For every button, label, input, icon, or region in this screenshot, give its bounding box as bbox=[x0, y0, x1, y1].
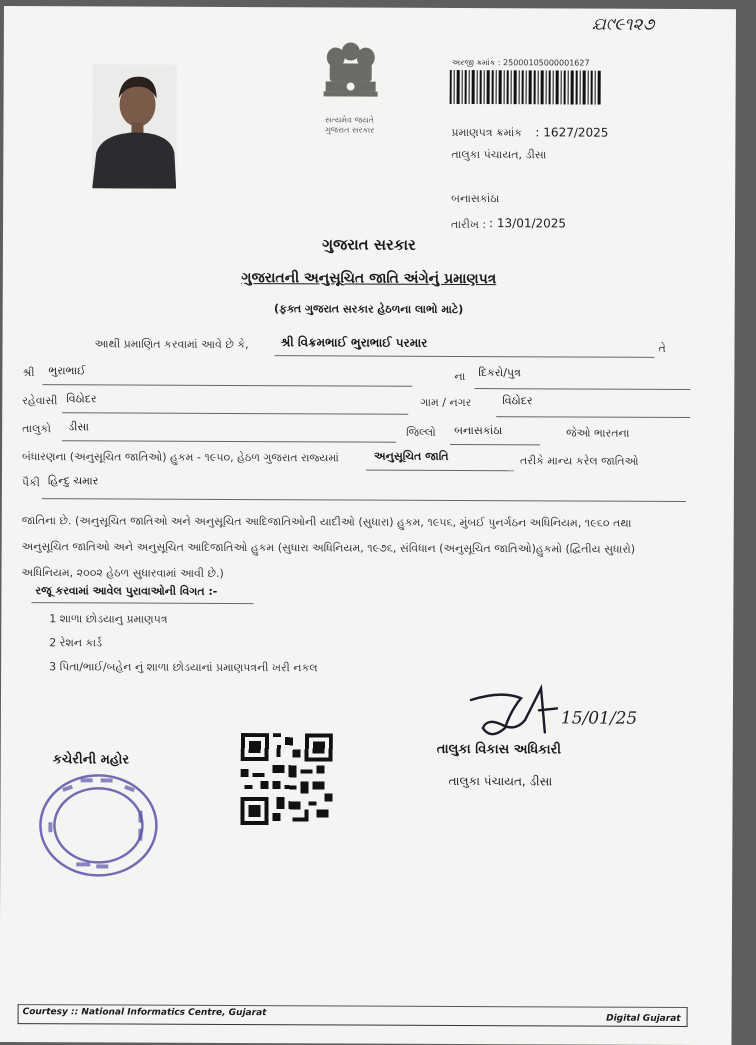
emblem-caption-2: ગુજરાત સરકાર bbox=[324, 125, 375, 135]
body-text-2: બંધારણના (અનુસૂચિત જાતિઓ) હુકમ - ૧૯૫૦, હેઠળ ગુજરાત રાજ્યમાં bbox=[22, 450, 339, 465]
certificate-title bbox=[3, 266, 735, 288]
taluka-underline bbox=[62, 440, 396, 442]
document-item: 3 પિતા/ભાઈ/બહેન નું શાળા છોડયાનાં પ્રમાણપત્રની ખરી નકલ bbox=[49, 660, 318, 675]
emblem-caption-1: સત્યમેવ જયતે bbox=[324, 115, 375, 125]
resident-value: વિઠોદર bbox=[66, 392, 97, 406]
father-underline bbox=[42, 384, 412, 387]
certificate-number-label: પ્રમાણપત્ર ક્રમાંક bbox=[451, 125, 523, 140]
taluka-label: તાલુકો bbox=[22, 422, 52, 436]
district-label: જિલ્લો bbox=[406, 425, 436, 439]
relation: દિકરો/પુત્ર bbox=[478, 366, 521, 380]
certificate-subtitle: (ફક્ત ગુજરાત સરકાર હેઠળના લાભો માટે) bbox=[274, 302, 464, 317]
resident-underline bbox=[62, 412, 408, 415]
shri-label: શ્રી bbox=[22, 366, 35, 380]
document-item: 1 શાળા છોડયાનુ પ્રમાણપત્ર bbox=[49, 612, 168, 626]
district-underline bbox=[450, 444, 540, 445]
header-government: ગુજરાત સરકાર bbox=[322, 235, 416, 254]
village-value: વિઠોદર bbox=[502, 394, 533, 408]
application-number: અરજી ક્રમાંક : 25000105000001627 bbox=[451, 57, 590, 68]
footer-digital-gujarat: Digital Gujarat bbox=[606, 1013, 681, 1024]
te-label: તે bbox=[658, 341, 666, 355]
applicant-photo bbox=[92, 64, 177, 188]
village-label: ગામ / નગર bbox=[420, 395, 472, 410]
certificate-number: : 1627/2025 bbox=[535, 125, 609, 140]
category-underline bbox=[366, 470, 514, 472]
footer-bar bbox=[18, 1004, 688, 1027]
name-underline bbox=[274, 355, 654, 358]
document-item: 2 રેશન કાર્ડ bbox=[49, 636, 103, 650]
documents-heading-underline bbox=[31, 602, 253, 604]
certificate-title-text: ગુજરાતની અનુસૂચિત જાતિ અંગેનું પ્રમાણપત્ર bbox=[241, 270, 497, 288]
legal-paragraph bbox=[21, 508, 711, 589]
issuing-district: બનાસકાંઠા bbox=[451, 191, 500, 206]
date-label: તારીખ : bbox=[451, 217, 487, 232]
resident-label: રહેવાસી bbox=[22, 394, 58, 408]
officer-office: તાલુકા પંચાયત, ડીસા bbox=[448, 773, 553, 789]
caste-category: અનુસૂચિત જાતિ bbox=[374, 449, 449, 463]
issuing-office: તાલુકા પંચાયત, ડીસા bbox=[451, 147, 547, 162]
office-stamp bbox=[36, 770, 160, 881]
qr-code bbox=[240, 733, 332, 825]
documents-heading: રજૂ કરવામાં આવેલ પુરાવાઓની વિગત :- bbox=[35, 584, 218, 598]
office-seal-label: કચેરીની મહોર bbox=[52, 752, 130, 768]
caste-underline bbox=[42, 498, 686, 502]
na-label: ના bbox=[454, 369, 466, 384]
legal-line-2: અનુસૂચિત જાતિઓ અને અનુસૂચિત આદિજાતિઓ હુકમ (સુધારા અધિનિયમ, ૧૯૭૬, સંવિધાન (અનુસૂચિત જાતિઓ)હુકમો (દ્વિતીય સુધારો) bbox=[21, 540, 636, 556]
legal-line-1: જાતિના છે. (અનુસૂચિત જાતિઓ અને અનુસૂચિત આદિજાતિઓની યાદીઓ (સુધારા) હુકમ, ૧૯૫૬, મુંબઈ પુનર્ગઠન અધિનિયમ, ૧૯૬૦ તથા bbox=[21, 514, 632, 530]
village-underline bbox=[496, 416, 690, 418]
caste-name: હિન્દુ ચમાર bbox=[47, 474, 99, 488]
national-emblem bbox=[316, 37, 386, 113]
taluka-value: ડીસા bbox=[68, 420, 89, 434]
district-value: બનાસકાંઠા bbox=[454, 423, 503, 438]
relation-underline bbox=[474, 388, 690, 390]
handwritten-number: ଯ୯૯૧૨૭ bbox=[591, 14, 655, 35]
applicant-name: શ્રી વિક્રમભાઈ ભુરાભાઈ પરમાર bbox=[280, 335, 428, 350]
certificate-paper bbox=[0, 6, 736, 1045]
officer-title: તાલુકા વિકાસ અધિકારી bbox=[436, 741, 562, 758]
signature-date: 15/01/25 bbox=[560, 708, 638, 729]
issue-date: : 13/01/2025 bbox=[489, 216, 567, 231]
footer-courtesy: Courtesy :: National Informatics Centre, Gujarat bbox=[22, 1007, 267, 1019]
body-text-1: જેઓ ભારતના bbox=[566, 426, 630, 440]
legal-line-3: અધિનિયમ, ૨૦૦૨ હેઠળ સુધારવામાં આવી છે.) bbox=[21, 566, 224, 580]
certificate-intro: આથી પ્રમાણિત કરવામાં આવે છે કે, bbox=[94, 337, 249, 352]
body-text-3: તરીકે માન્ય કરેલ જાતિઓ bbox=[519, 454, 639, 468]
body-text-4: પૈકી bbox=[21, 476, 41, 490]
barcode bbox=[450, 70, 602, 105]
father-name: ભુરાભાઈ bbox=[48, 364, 86, 378]
